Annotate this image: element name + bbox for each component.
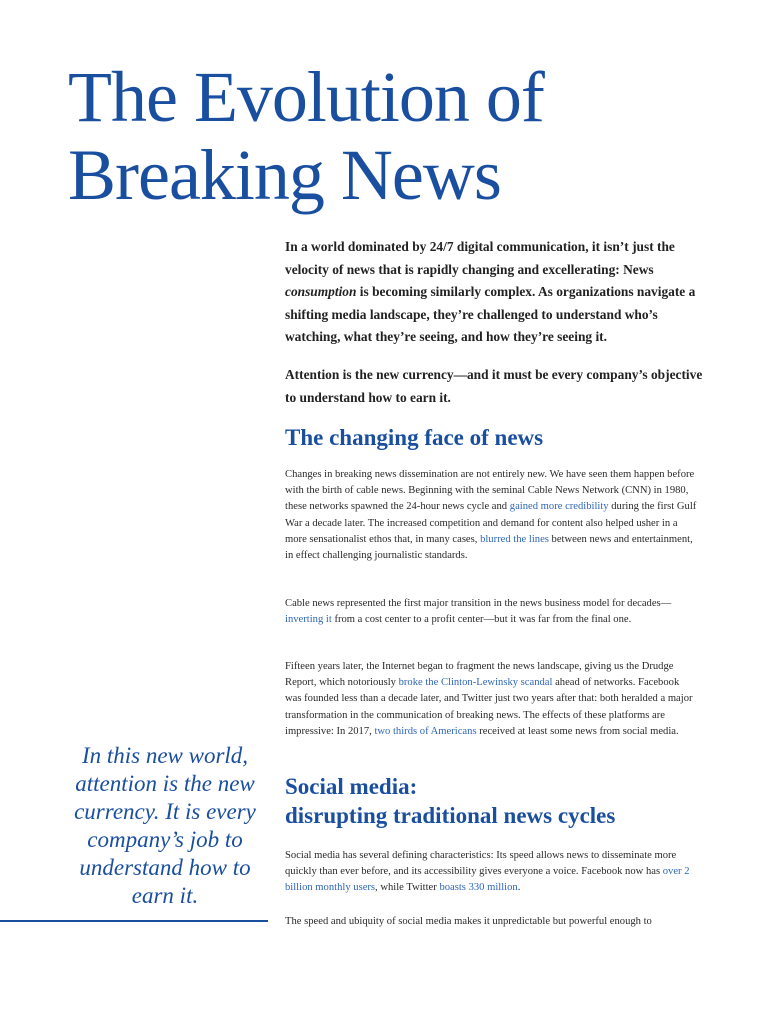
- section-heading-line-2: disrupting traditional news cycles: [285, 803, 616, 828]
- link-blurred-the-lines[interactable]: blurred the lines: [480, 533, 549, 545]
- body-paragraph-cable-news: [285, 467, 697, 564]
- section-heading-line-1: Social media:: [285, 774, 418, 799]
- section-heading-social-media: [285, 772, 725, 830]
- body-text: ahead of networks. Facebook was founded less than a decade later, and Twitter just two years after that: both heralded a major transformation in the communication of breaking news. The effects of these platforms are impressive: In 2017,: [285, 677, 693, 737]
- link-two-thirds-of-americans[interactable]: two thirds of Americans: [374, 725, 477, 737]
- body-text: Fifteen years later, the Internet began to fragment the news landscape, giving us the Drudge Report, which notoriously: [285, 661, 674, 689]
- lead-paragraph-1: [285, 236, 705, 349]
- body-text: Changes in breaking news dissemination are not entirely new. We have seen them happen before with the birth of cable news. Beginning with the seminal Cable News Network (CNN) in 1980, these networks spawned the 24-hour news cycle and: [285, 469, 695, 513]
- section-heading-changing-face: The changing face of news: [285, 425, 544, 450]
- title-line-1: The Evolution of: [68, 57, 544, 137]
- body-paragraph-transition: [285, 596, 697, 628]
- body-text: from a cost center to a profit center—but it was far from the final one.: [331, 614, 632, 626]
- lead-emphasis: consumption: [285, 284, 357, 299]
- article-title: [68, 58, 728, 214]
- lead-text-1b: is becoming similarly complex. As organizations navigate a shifting media landscape, they’re challenged to understand who’s watching, what they’re seeing, and how they’re seeing it.: [285, 284, 696, 344]
- lead-paragraph-2: Attention is the new currency—and it must be every company’s objective to understand how to earn it.: [285, 367, 703, 405]
- link-broke-clinton-lewinsky-scandal[interactable]: broke the Clinton-Lewinsky scandal: [398, 677, 553, 689]
- body-text: .: [517, 882, 521, 894]
- link-gained-more-credibility[interactable]: gained more credibility: [509, 501, 609, 513]
- body-text: between news and entertainment, in effect challenging journalistic standards.: [285, 533, 693, 562]
- body-text: Social media has several defining characteristics: Its speed allows news to disseminate more quickly than ever before, and its accessibility gives everyone a voice. Facebook now has: [285, 850, 677, 878]
- link-over-2-billion-monthly-users[interactable]: over 2 billion monthly users: [285, 866, 690, 894]
- title-line-2: Breaking News: [68, 135, 501, 215]
- body-text: received at least some news from social media.: [476, 725, 679, 737]
- pull-quote-divider: [0, 920, 268, 922]
- body-paragraph-social-media: [285, 848, 697, 897]
- link-inverting-it[interactable]: inverting it: [285, 614, 332, 626]
- link-boasts-330-million[interactable]: boasts 330 million: [439, 882, 518, 894]
- lead-text-1a: In a world dominated by 24/7 digital communication, it isn’t just the velocity of news that is rapidly changing and excellerating: News: [285, 239, 675, 277]
- body-text: Cable news represented the first major transition in the news business model for decades—: [285, 598, 672, 609]
- body-text: , while Twitter: [375, 882, 440, 894]
- body-paragraph-internet: [285, 659, 697, 740]
- body-paragraph-speed-ubiquity: The speed and ubiquity of social media makes it unpredictable but powerful enough to: [285, 916, 652, 927]
- pull-quote: In this new world, attention is the new currency. It is every company’s job to understand how to earn it.: [74, 743, 256, 908]
- body-text: during the first Gulf War a decade later. The increased competition and demand for content also helped usher in a more sensationalist ethos that, in many cases,: [285, 501, 697, 545]
